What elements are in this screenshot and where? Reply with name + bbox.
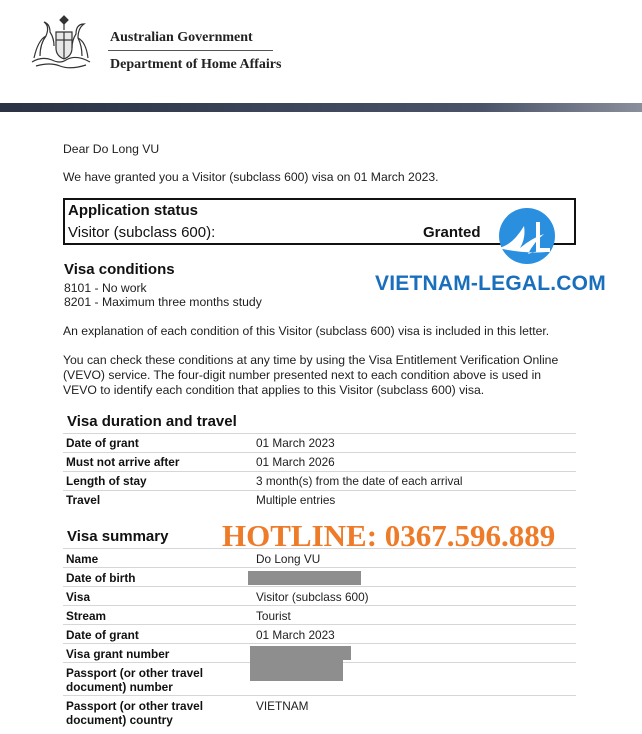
org-name-line1: Australian Government — [110, 30, 253, 45]
table-row — [63, 433, 576, 452]
row-label: Date of grant — [66, 436, 139, 450]
table-row — [63, 452, 576, 471]
row-label-line: Passport (or other travel — [66, 666, 204, 680]
visa-duration-title: Visa duration and travel — [67, 413, 237, 430]
row-value: Tourist — [256, 609, 291, 623]
table-row — [63, 624, 576, 643]
application-status-value: Granted — [423, 224, 481, 241]
row-label-line: document) number — [66, 680, 173, 694]
visa-summary-title: Visa summary — [67, 528, 169, 545]
header-divider — [108, 50, 273, 51]
condition-item: 8101 - No work — [64, 281, 147, 295]
vevo-text-line: You can check these conditions at any time by using the Visa Entitlement Verification Online — [63, 353, 559, 367]
row-value: 01 March 2026 — [256, 455, 335, 469]
condition-item: 8201 - Maximum three months study — [64, 295, 262, 309]
vevo-text-line: (VEVO) service. The four-digit number presented next to each condition above is used in — [63, 368, 542, 382]
watermark-logo-text: VIETNAM-LEGAL.COM — [375, 272, 606, 295]
bird-logo-icon — [492, 206, 558, 270]
row-label: Travel — [66, 493, 101, 507]
grant-sentence: We have granted you a Visitor (subclass 600) visa on 01 March 2023. — [63, 170, 439, 184]
row-value: VIETNAM — [256, 699, 309, 713]
greeting: Dear Do Long VU — [63, 142, 160, 156]
table-row — [63, 586, 576, 605]
redacted-value — [250, 646, 351, 660]
org-name-line2: Department of Home Affairs — [110, 57, 282, 72]
row-label: Must not arrive after — [66, 455, 180, 469]
vevo-text-line: VEVO to identify each condition that applies to this Visitor (subclass 600) visa. — [63, 383, 485, 397]
application-status-visa: Visitor (subclass 600): — [68, 224, 216, 241]
row-label: Stream — [66, 609, 106, 623]
row-label: Visa grant number — [66, 647, 170, 661]
row-label-line: Passport (or other travel — [66, 699, 204, 713]
redacted-value — [250, 660, 343, 681]
hotline-watermark: HOTLINE: 0367.596.889 — [222, 518, 556, 553]
row-label: Visa — [66, 590, 91, 604]
row-label: Length of stay — [66, 474, 147, 488]
row-value: 01 March 2023 — [256, 628, 335, 642]
table-row — [63, 567, 576, 586]
row-value: Multiple entries — [256, 493, 336, 507]
row-label-line: document) country — [66, 713, 173, 727]
table-row — [63, 471, 576, 490]
row-label: Name — [66, 552, 99, 566]
row-value: Visitor (subclass 600) — [256, 590, 369, 604]
application-status-title: Application status — [68, 202, 199, 219]
row-value: 3 month(s) from the date of each arrival — [256, 474, 463, 488]
table-row — [63, 490, 576, 509]
row-value: 01 March 2023 — [256, 436, 335, 450]
coat-of-arms-icon — [26, 14, 98, 70]
table-row — [63, 605, 576, 624]
letterhead — [0, 0, 642, 104]
redacted-value — [248, 571, 361, 585]
visa-summary-table — [63, 548, 576, 731]
table-row — [63, 662, 576, 695]
visa-duration-table — [63, 433, 576, 509]
row-label: Date of grant — [66, 628, 139, 642]
header-banner — [0, 103, 642, 112]
row-value: Do Long VU — [256, 552, 321, 566]
conditions-explanation: An explanation of each condition of this Visitor (subclass 600) visa is included in this letter. — [63, 324, 550, 338]
visa-conditions-title: Visa conditions — [64, 261, 175, 278]
row-label: Date of birth — [66, 571, 136, 585]
table-row — [63, 695, 576, 731]
